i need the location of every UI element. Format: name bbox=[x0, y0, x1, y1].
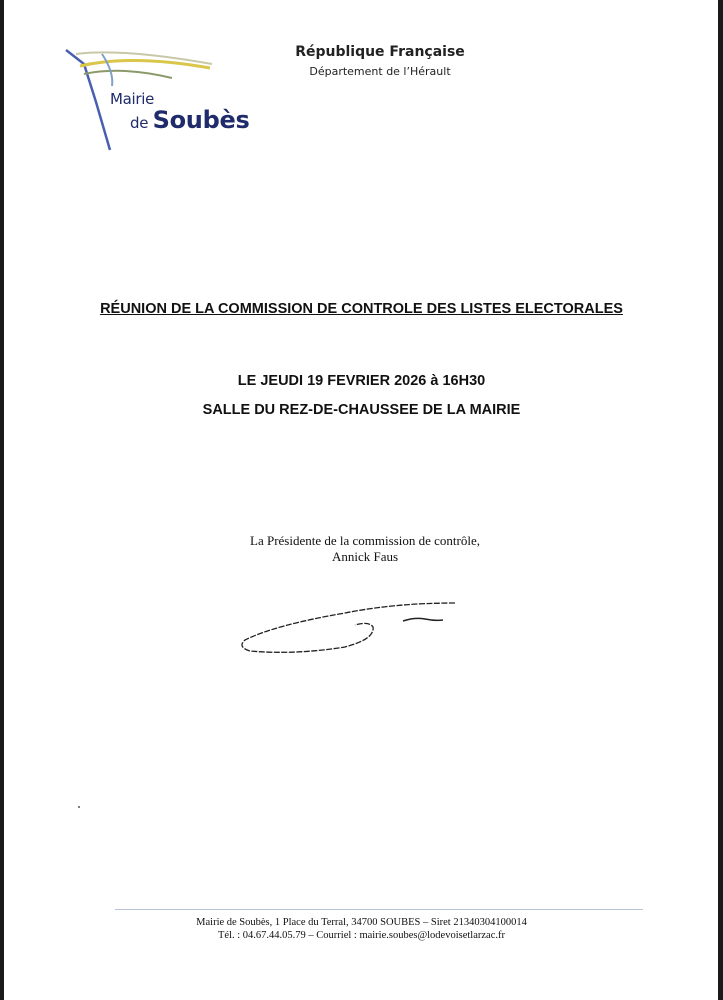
footer-contact: Tél. : 04.67.44.05.79 – Courriel : mairie.soubes@lodevoisetlarzac.fr bbox=[218, 930, 505, 941]
footer-rule bbox=[115, 909, 643, 910]
logo-text-mairie: Mairie bbox=[110, 90, 155, 108]
scan-speck bbox=[78, 806, 80, 808]
signatory-name: Annick Faus bbox=[331, 549, 399, 564]
republic-heading: République Française bbox=[295, 44, 465, 60]
signatory-block bbox=[200, 533, 530, 565]
footer-address: Mairie de Soubès, 1 Place du Terral, 34700 SOUBES – Siret 21340304100014 bbox=[196, 917, 527, 928]
meeting-place: SALLE DU REZ-DE-CHAUSSEE DE LA MAIRIE bbox=[202, 402, 521, 418]
footer bbox=[0, 916, 723, 942]
scan-edge-right bbox=[718, 0, 723, 1000]
scan-edge-left bbox=[0, 0, 4, 1000]
handwritten-signature bbox=[235, 595, 465, 665]
letterhead bbox=[280, 44, 480, 78]
document-title: RÉUNION DE LA COMMISSION DE CONTROLE DES LISTES ELECTORALES bbox=[100, 301, 623, 317]
logo-text-name: Soubès bbox=[152, 106, 250, 134]
mairie-logo bbox=[62, 44, 250, 154]
signatory-role: La Présidente de la commission de contrôle, bbox=[250, 533, 480, 548]
department-subheading: Département de l’Hérault bbox=[309, 65, 451, 78]
logo-text-soubes bbox=[130, 106, 249, 134]
meeting-date: LE JEUDI 19 FEVRIER 2026 à 16H30 bbox=[237, 373, 486, 389]
logo-text-de: de bbox=[130, 114, 149, 132]
